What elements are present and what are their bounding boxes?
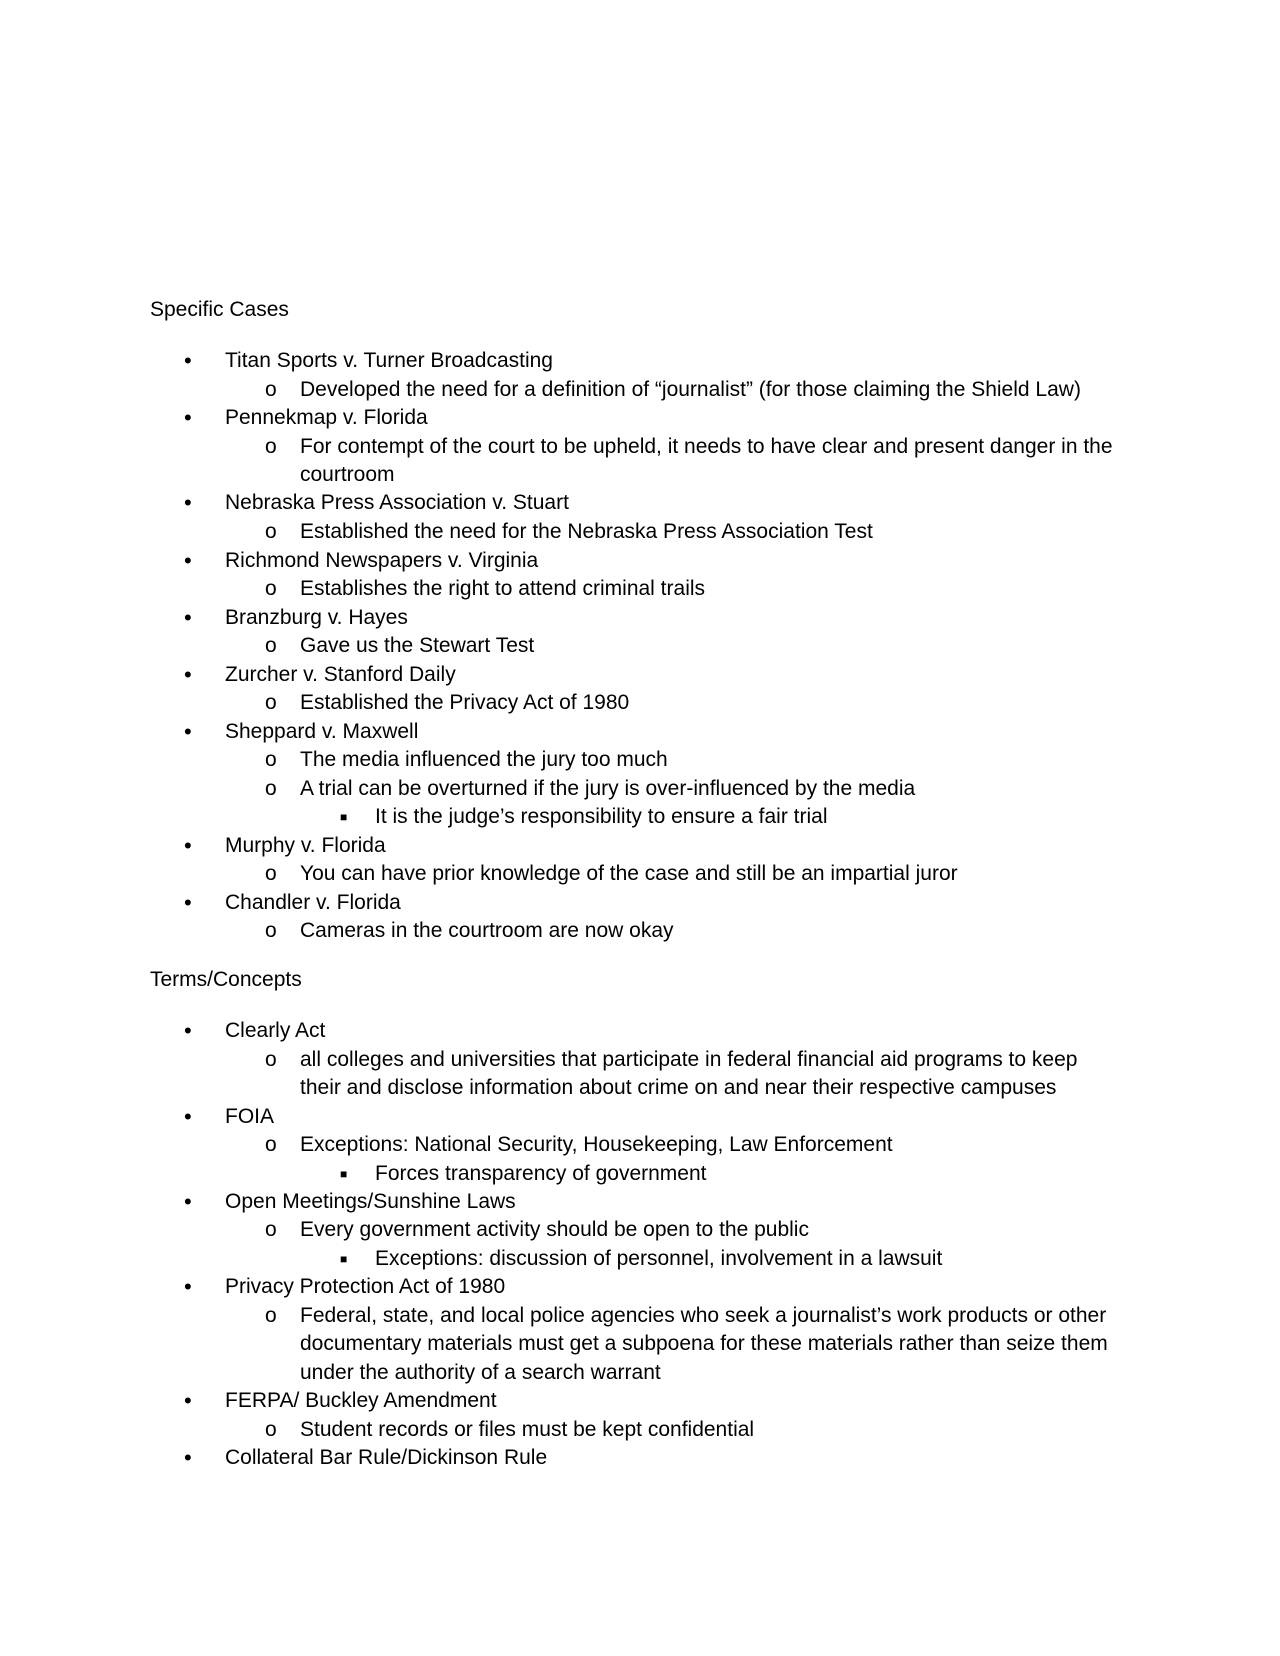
case-title: Murphy v. Florida [225, 834, 386, 857]
case-detail: It is the judge’s responsibility to ensure a fair trial [375, 805, 828, 828]
section-heading-terms-concepts: Terms/Concepts [150, 968, 302, 991]
case-detail: A trial can be overturned if the jury is over-influenced by the media [300, 777, 916, 800]
bullet-circle-icon: o [265, 919, 277, 942]
term-detail: documentary materials must get a subpoena for these materials rather than seize them [300, 1332, 1108, 1355]
bullet-circle-icon: o [265, 748, 277, 771]
bullet-disc-icon: • [184, 548, 192, 573]
term-title: FOIA [225, 1105, 275, 1128]
bullet-circle-icon: o [265, 777, 277, 800]
bullet-circle-icon: o [265, 435, 277, 458]
bullet-circle-icon: o [265, 1304, 277, 1327]
term-title: Open Meetings/Sunshine Laws [225, 1190, 516, 1213]
case-title: Zurcher v. Stanford Daily [225, 663, 456, 686]
term-title: Collateral Bar Rule/Dickinson Rule [225, 1446, 548, 1469]
case-detail: You can have prior knowledge of the case and still be an impartial juror [300, 862, 958, 885]
bullet-disc-icon: • [184, 1018, 192, 1043]
bullet-circle-icon: o [265, 577, 277, 600]
term-detail: under the authority of a search warrant [300, 1361, 661, 1384]
section-heading-specific-cases: Specific Cases [150, 298, 289, 321]
case-title: Sheppard v. Maxwell [225, 720, 419, 743]
term-detail: Exceptions: discussion of personnel, involvement in a lawsuit [375, 1247, 943, 1270]
case-detail: Established the need for the Nebraska Press Association Test [300, 520, 873, 543]
case-detail: Gave us the Stewart Test [300, 634, 535, 657]
term-detail: Every government activity should be open to the public [300, 1218, 809, 1241]
bullet-disc-icon: • [184, 405, 192, 430]
bullet-disc-icon: • [184, 890, 192, 915]
case-detail: Establishes the right to attend criminal trails [300, 577, 706, 600]
bullet-circle-icon: o [265, 1048, 277, 1071]
case-detail: The media influenced the jury too much [300, 748, 668, 771]
term-title: Clearly Act [225, 1019, 326, 1042]
case-title: Titan Sports v. Turner Broadcasting [225, 349, 553, 372]
term-detail: their and disclose information about crime on and near their respective campuses [300, 1076, 1057, 1099]
bullet-disc-icon: • [184, 490, 192, 515]
case-detail: Developed the need for a definition of “journalist” (for those claiming the Shield Law) [300, 378, 1081, 401]
term-detail: Exceptions: National Security, Housekeeping, Law Enforcement [300, 1133, 893, 1156]
bullet-square-icon: ■ [340, 1167, 348, 1181]
case-detail: courtroom [300, 463, 395, 486]
bullet-disc-icon: • [184, 1445, 192, 1470]
bullet-disc-icon: • [184, 1104, 192, 1129]
bullet-circle-icon: o [265, 520, 277, 543]
bullet-disc-icon: • [184, 348, 192, 373]
bullet-disc-icon: • [184, 1274, 192, 1299]
bullet-square-icon: ■ [340, 810, 348, 824]
bullet-circle-icon: o [265, 1418, 277, 1441]
term-title: Privacy Protection Act of 1980 [225, 1275, 506, 1298]
case-title: Richmond Newspapers v. Virginia [225, 549, 539, 572]
bullet-circle-icon: o [265, 378, 277, 401]
bullet-circle-icon: o [265, 862, 277, 885]
bullet-circle-icon: o [265, 1218, 277, 1241]
case-title: Branzburg v. Hayes [225, 606, 408, 629]
term-detail: Federal, state, and local police agencies who seek a journalist’s work products or other [300, 1304, 1107, 1327]
case-detail: Cameras in the courtroom are now okay [300, 919, 674, 942]
bullet-circle-icon: o [265, 1133, 277, 1156]
term-title: FERPA/ Buckley Amendment [225, 1389, 497, 1412]
case-title: Nebraska Press Association v. Stuart [225, 491, 569, 514]
bullet-square-icon: ■ [340, 1252, 348, 1266]
bullet-disc-icon: • [184, 833, 192, 858]
term-detail: all colleges and universities that participate in federal financial aid programs to keep [300, 1048, 1078, 1071]
bullet-disc-icon: • [184, 605, 192, 630]
term-detail: Forces transparency of government [375, 1162, 707, 1185]
case-title: Chandler v. Florida [225, 891, 401, 914]
bullet-disc-icon: • [184, 1388, 192, 1413]
term-detail: Student records or files must be kept confidential [300, 1418, 755, 1441]
case-detail: For contempt of the court to be upheld, it needs to have clear and present danger in the [300, 435, 1113, 458]
bullet-circle-icon: o [265, 634, 277, 657]
bullet-disc-icon: • [184, 662, 192, 687]
bullet-disc-icon: • [184, 1189, 192, 1214]
bullet-circle-icon: o [265, 691, 277, 714]
bullet-disc-icon: • [184, 719, 192, 744]
case-title: Pennekmap v. Florida [225, 406, 428, 429]
case-detail: Established the Privacy Act of 1980 [300, 691, 630, 714]
